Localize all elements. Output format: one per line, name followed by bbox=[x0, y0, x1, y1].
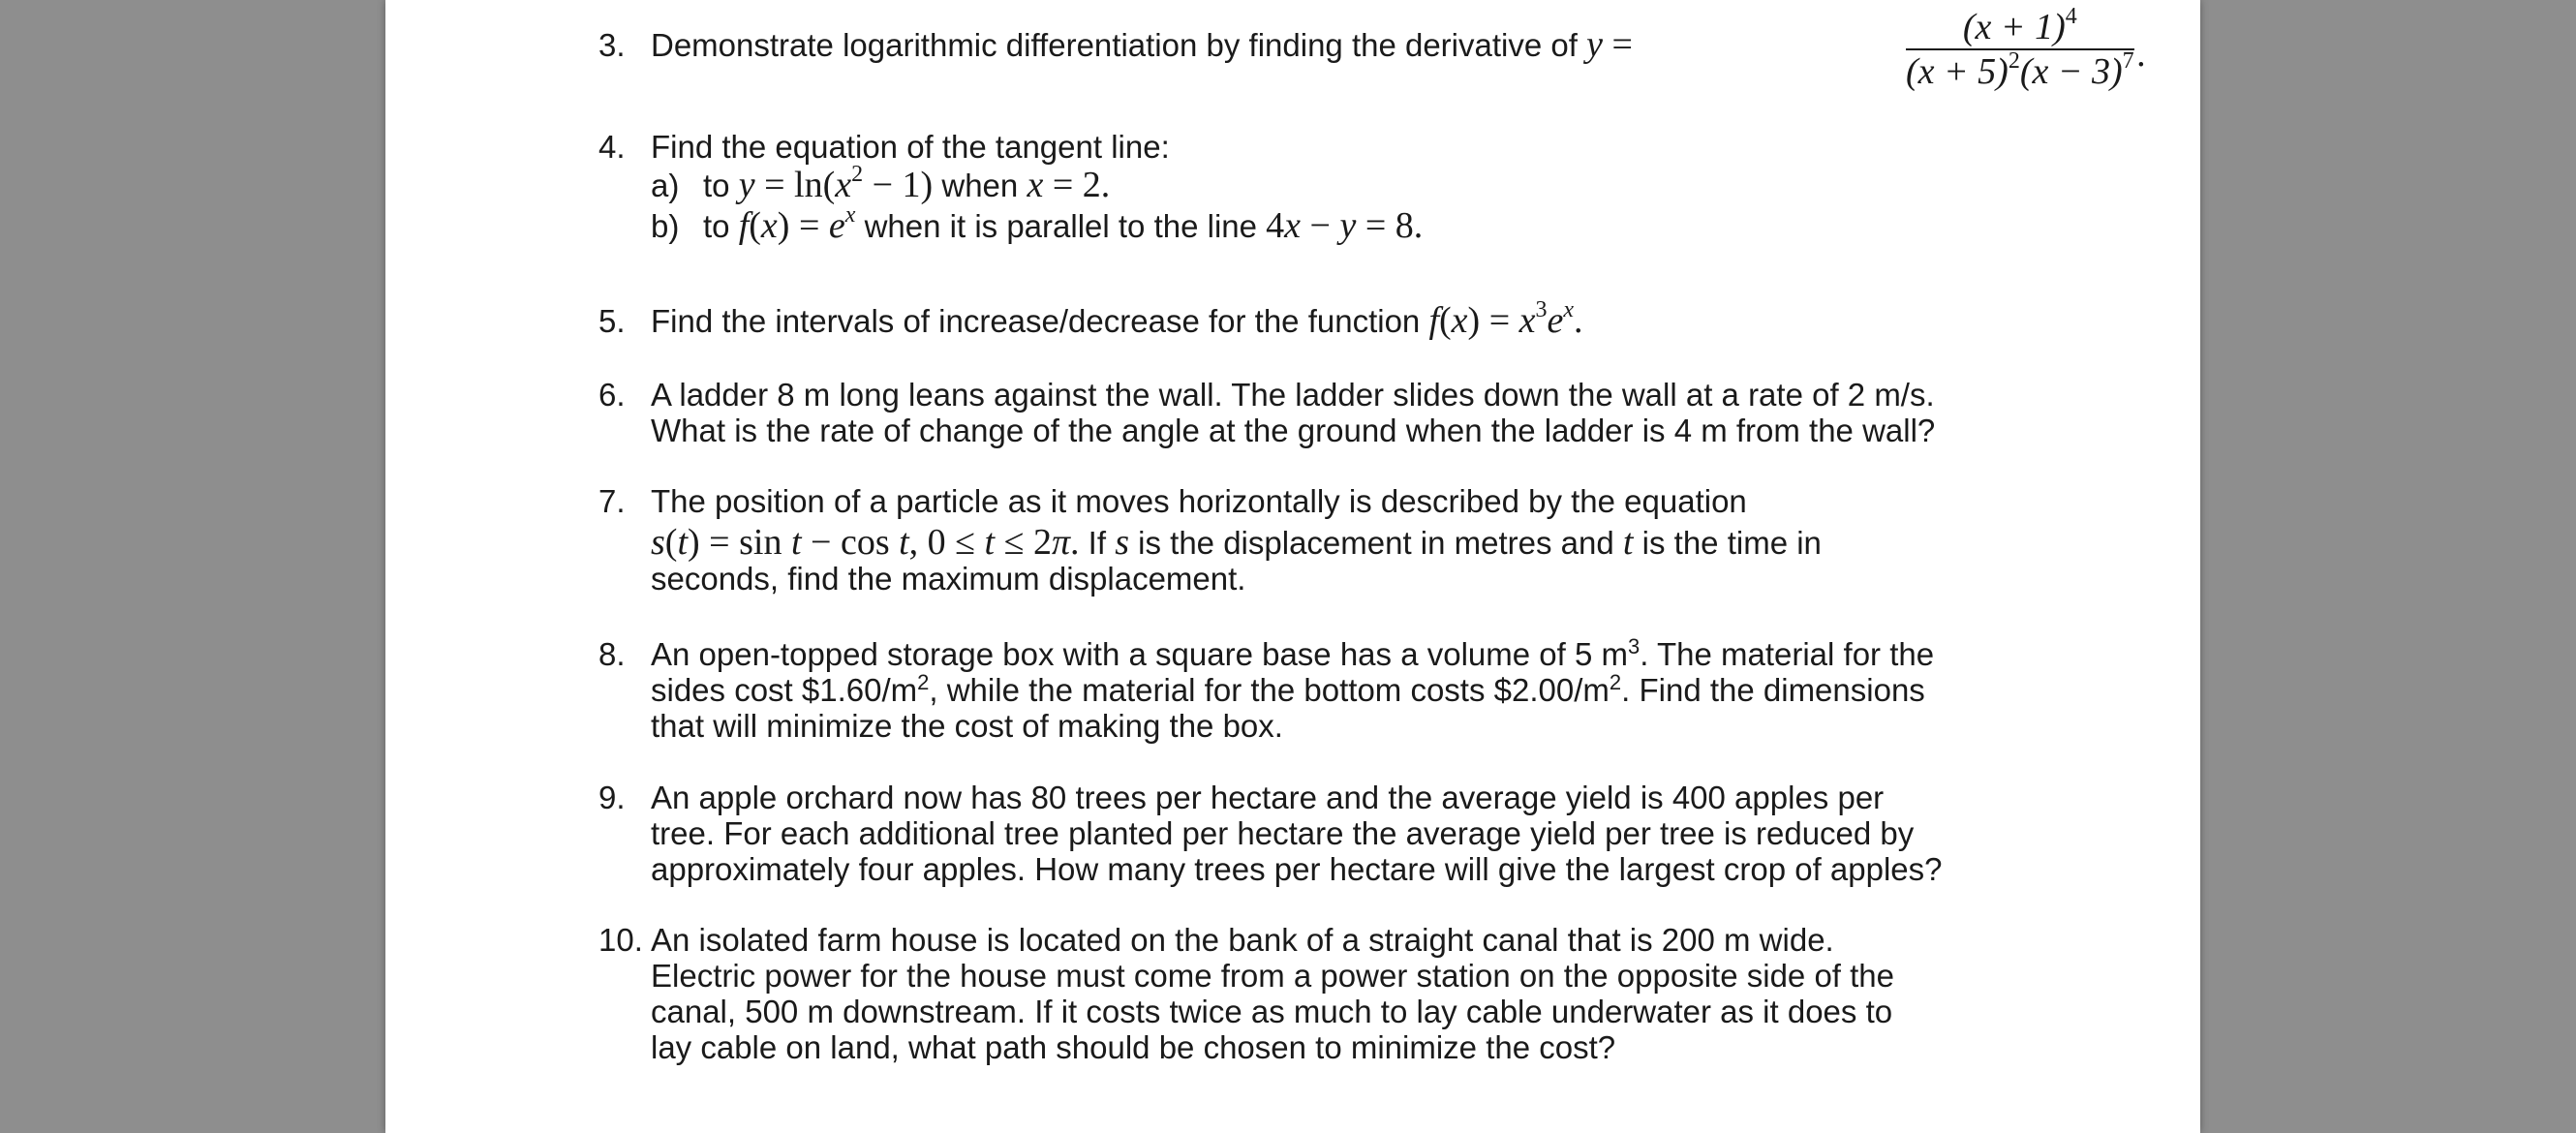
sub-label: a) bbox=[651, 168, 680, 203]
question-line: Electric power for the house must come from a power station on the opposite side of the bbox=[651, 958, 1895, 994]
question-6 bbox=[598, 377, 2187, 448]
question-number: 6. bbox=[598, 377, 626, 413]
question-line: s(t) = sin t − cos t, 0 ≤ t ≤ 2π. If s is the displacement in metres and t is the time in bbox=[651, 522, 1822, 563]
math-expression: $f(x) = x^3e^x$. bbox=[1428, 297, 1583, 341]
question-line: An apple orchard now has 80 trees per hectare and the average yield is 400 apples per bbox=[651, 780, 1885, 815]
question-line: An isolated farm house is located on the bank of a straight canal that is 200 m wide. bbox=[651, 922, 1834, 958]
question-line: that will minimize the cost of making the box. bbox=[651, 708, 1283, 744]
math-expression: x = 2. bbox=[1027, 165, 1111, 205]
question-number: 5. bbox=[598, 303, 626, 339]
question-number: 7. bbox=[598, 483, 626, 519]
question-3 bbox=[598, 4, 2187, 92]
question-line: approximately four apples. How many trees per hectare will give the largest crop of apples? bbox=[651, 851, 1943, 887]
math-expression: y = bbox=[1586, 24, 1633, 65]
question-line: An open-topped storage box with a square base has a volume of 5 $m^3$. The material for the bbox=[651, 634, 1935, 672]
math-expression: 4x − y = 8. bbox=[1266, 205, 1424, 246]
question-line: tree. For each additional tree planted per hectare the average yield per tree is reduced by bbox=[651, 815, 1915, 851]
question-text: Find the intervals of increase/decrease for the function bbox=[651, 303, 1421, 339]
question-line: The position of a particle as it moves horizontally is described by the equation bbox=[651, 483, 1747, 519]
question-line: sides cost $\$1.60/m^2$, while the material for the bottom costs $\$2.00/m^2$. Find the dimensions bbox=[651, 670, 1925, 708]
question-9 bbox=[598, 780, 2187, 887]
math-expression: s(t) = sin t − cos t, 0 ≤ t ≤ 2π. bbox=[651, 522, 1080, 563]
question-5 bbox=[598, 297, 2187, 341]
fraction-period: . bbox=[2136, 34, 2146, 75]
question-8 bbox=[598, 636, 2187, 744]
question-line: What is the rate of change of the angle at the ground when the ladder is 4 m from the wall? bbox=[651, 413, 1936, 448]
math-expression: $y = \ln(x^2 - 1)$ bbox=[738, 162, 934, 205]
question-number: 4. bbox=[598, 129, 626, 165]
fraction-denominator: $(x + 5)^2(x - 3)^7$ bbox=[1906, 48, 2134, 92]
fraction-numerator: $(x + 1)^4$ bbox=[1962, 4, 2077, 47]
document-page bbox=[385, 0, 2200, 1133]
question-10 bbox=[598, 922, 2187, 1065]
question-line: seconds, find the maximum displacement. bbox=[651, 561, 1246, 597]
question-line: A ladder 8 m long leans against the wall. The ladder slides down the wall at a rate of 2 m/s. bbox=[651, 377, 1935, 413]
question-number: 9. bbox=[598, 780, 626, 815]
sub-question-a: a) to $y = \ln(x^2 - 1)$ when x = 2. bbox=[651, 162, 1111, 205]
question-line: canal, 500 m downstream. If it costs twice as much to lay cable underwater as it does to bbox=[651, 994, 1893, 1029]
sub-label: b) bbox=[651, 208, 680, 244]
fraction bbox=[1906, 4, 2146, 92]
question-4 bbox=[598, 129, 2187, 244]
sub-question-b: b) to $f(x) = e^x$ when it is parallel to the line 4x − y = 8. bbox=[651, 202, 1424, 246]
question-7 bbox=[598, 483, 2187, 597]
question-number: 3. bbox=[598, 27, 626, 63]
math-expression: $f(x) = e^x$ bbox=[738, 202, 856, 246]
question-text: Demonstrate logarithmic differentiation by finding the derivative of bbox=[651, 27, 1578, 63]
question-number: 8. bbox=[598, 636, 626, 672]
question-line: lay cable on land, what path should be chosen to minimize the cost? bbox=[651, 1029, 1616, 1065]
question-number: 10. bbox=[598, 922, 643, 958]
question-text: Find the equation of the tangent line: bbox=[651, 129, 1170, 165]
